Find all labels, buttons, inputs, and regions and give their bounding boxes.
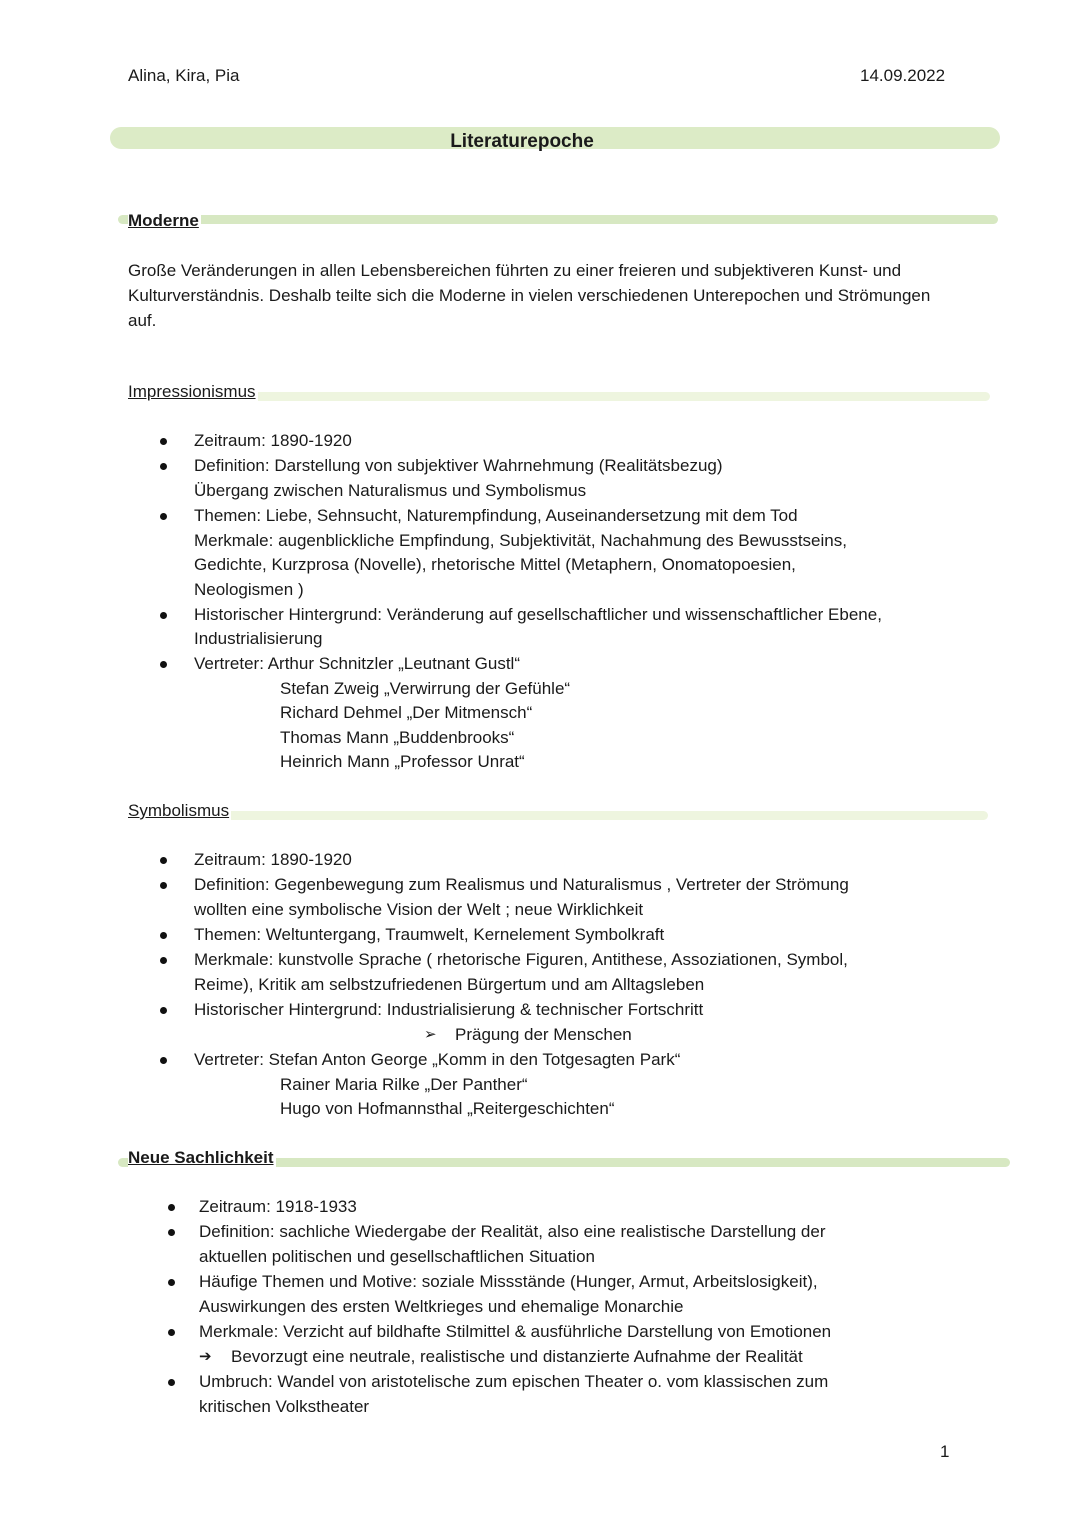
heading-symbolismus: Symbolismus (128, 801, 230, 820)
bullet (160, 932, 167, 939)
list-item: Heinrich Mann „Professor Unrat“ (280, 752, 525, 771)
list-item: Zeitraum: 1918-1933 (199, 1197, 357, 1216)
arrowhead-icon: ➢ (424, 1026, 437, 1043)
list-item: Zeitraum: 1890-1920 (194, 431, 352, 450)
bullet (168, 1329, 175, 1336)
moderne-paragraph: Große Veränderungen in allen Lebensbereichen führten zu einer freieren und subjektiveren Kunst- und Kulturverständnis. Deshalb teilte sich die Moderne in vielen verschiedenen Unterepochen und Strömungen auf. (128, 261, 931, 330)
list-item: Stefan Zweig „Verwirrung der Gefühle“ (280, 679, 571, 698)
bullet (160, 957, 167, 964)
list-item: Auswirkungen des ersten Weltkrieges und ehemalige Monarchie (199, 1297, 684, 1316)
heading-impressionismus: Impressionismus (128, 382, 256, 401)
bullet (160, 612, 167, 619)
list-item: Definition: Gegenbewegung zum Realismus und Naturalismus , Vertreter der Strömung (194, 875, 849, 894)
bullet (160, 513, 167, 520)
list-item: Übergang zwischen Naturalismus und Symbolismus (194, 481, 587, 500)
moderne-highlight (118, 215, 998, 224)
bullet (160, 857, 167, 864)
arrow-right-icon: ➔ (199, 1348, 212, 1365)
page-number: 1 (940, 1442, 950, 1461)
list-item: Rainer Maria Rilke „Der Panther“ (280, 1075, 528, 1094)
list-item: Reime), Kritik am selbstzufriedenen Bürgertum und am Alltagsleben (194, 975, 705, 994)
heading-moderne: Moderne (128, 211, 199, 230)
list-item: Bevorzugt eine neutrale, realistische und distanzierte Aufnahme der Realität (231, 1347, 803, 1366)
list-item: Häufige Themen und Motive: soziale Missstände (Hunger, Armut, Arbeitslosigkeit), (199, 1272, 818, 1291)
list-item: Definition: sachliche Wiedergabe der Realität, also eine realistische Darstellung der (199, 1222, 826, 1241)
bullet (168, 1204, 175, 1211)
list-item: Industrialisierung (194, 629, 323, 648)
list-item: Gedichte, Kurzprosa (Novelle), rhetorische Mittel (Metaphern, Onomatopoesien, (194, 555, 796, 574)
list-item: Umbruch: Wandel von aristotelische zum epischen Theater o. vom klassischen zum (199, 1372, 829, 1391)
list-item: Prägung der Menschen (455, 1025, 632, 1044)
list-item: Merkmale: kunstvolle Sprache ( rhetorische Figuren, Antithese, Assoziationen, Symbol, (194, 950, 848, 969)
bullet (168, 1229, 175, 1236)
list-item: Merkmale: augenblickliche Empfindung, Subjektivität, Nachahmung des Bewusstseins, (194, 531, 847, 550)
list-item: kritischen Volkstheater (199, 1397, 370, 1416)
bullet (160, 438, 167, 445)
bullet (168, 1379, 175, 1386)
bullet (168, 1279, 175, 1286)
list-item: aktuellen politischen und gesellschaftlichen Situation (199, 1247, 595, 1266)
bullet (160, 882, 167, 889)
page-title: Literaturepoche (450, 131, 594, 152)
list-item: Hugo von Hofmannsthal „Reitergeschichten“ (280, 1099, 615, 1118)
list-item: Thomas Mann „Buddenbrooks“ (280, 728, 515, 747)
list-item: Historischer Hintergrund: Industrialisierung & technischer Fortschritt (194, 1000, 704, 1019)
list-item: wollten eine symbolische Vision der Welt ; neue Wirklichkeit (194, 900, 644, 919)
authors: Alina, Kira, Pia (128, 66, 240, 85)
list-item: Historischer Hintergrund: Veränderung auf gesellschaftlicher und wissenschaftlicher Ebene, (194, 605, 882, 624)
list-item: Vertreter: Arthur Schnitzler „Leutnant Gustl“ (194, 654, 520, 673)
list-item: Merkmale: Verzicht auf bildhafte Stilmittel & ausführliche Darstellung von Emotionen (199, 1322, 832, 1341)
heading-neue-sachlichkeit: Neue Sachlichkeit (128, 1148, 274, 1167)
list-item: Definition: Darstellung von subjektiver Wahrnehmung (Realitätsbezug) (194, 456, 723, 475)
bullet (160, 1007, 167, 1014)
list-item: Neologismen ) (194, 580, 304, 599)
list-item: Zeitraum: 1890-1920 (194, 850, 352, 869)
bullet (160, 661, 167, 668)
bullet (160, 1057, 167, 1064)
list-item: Vertreter: Stefan Anton George „Komm in den Totgesagten Park“ (194, 1050, 681, 1069)
symbolismus-highlight (128, 811, 988, 820)
list-item: Themen: Liebe, Sehnsucht, Naturempfindung, Auseinandersetzung mit dem Tod (194, 506, 798, 525)
list-item: Richard Dehmel „Der Mitmensch“ (280, 703, 533, 722)
bullet (160, 463, 167, 470)
list-item: Themen: Weltuntergang, Traumwelt, Kernelement Symbolkraft (194, 925, 665, 944)
date: 14.09.2022 (860, 66, 946, 85)
